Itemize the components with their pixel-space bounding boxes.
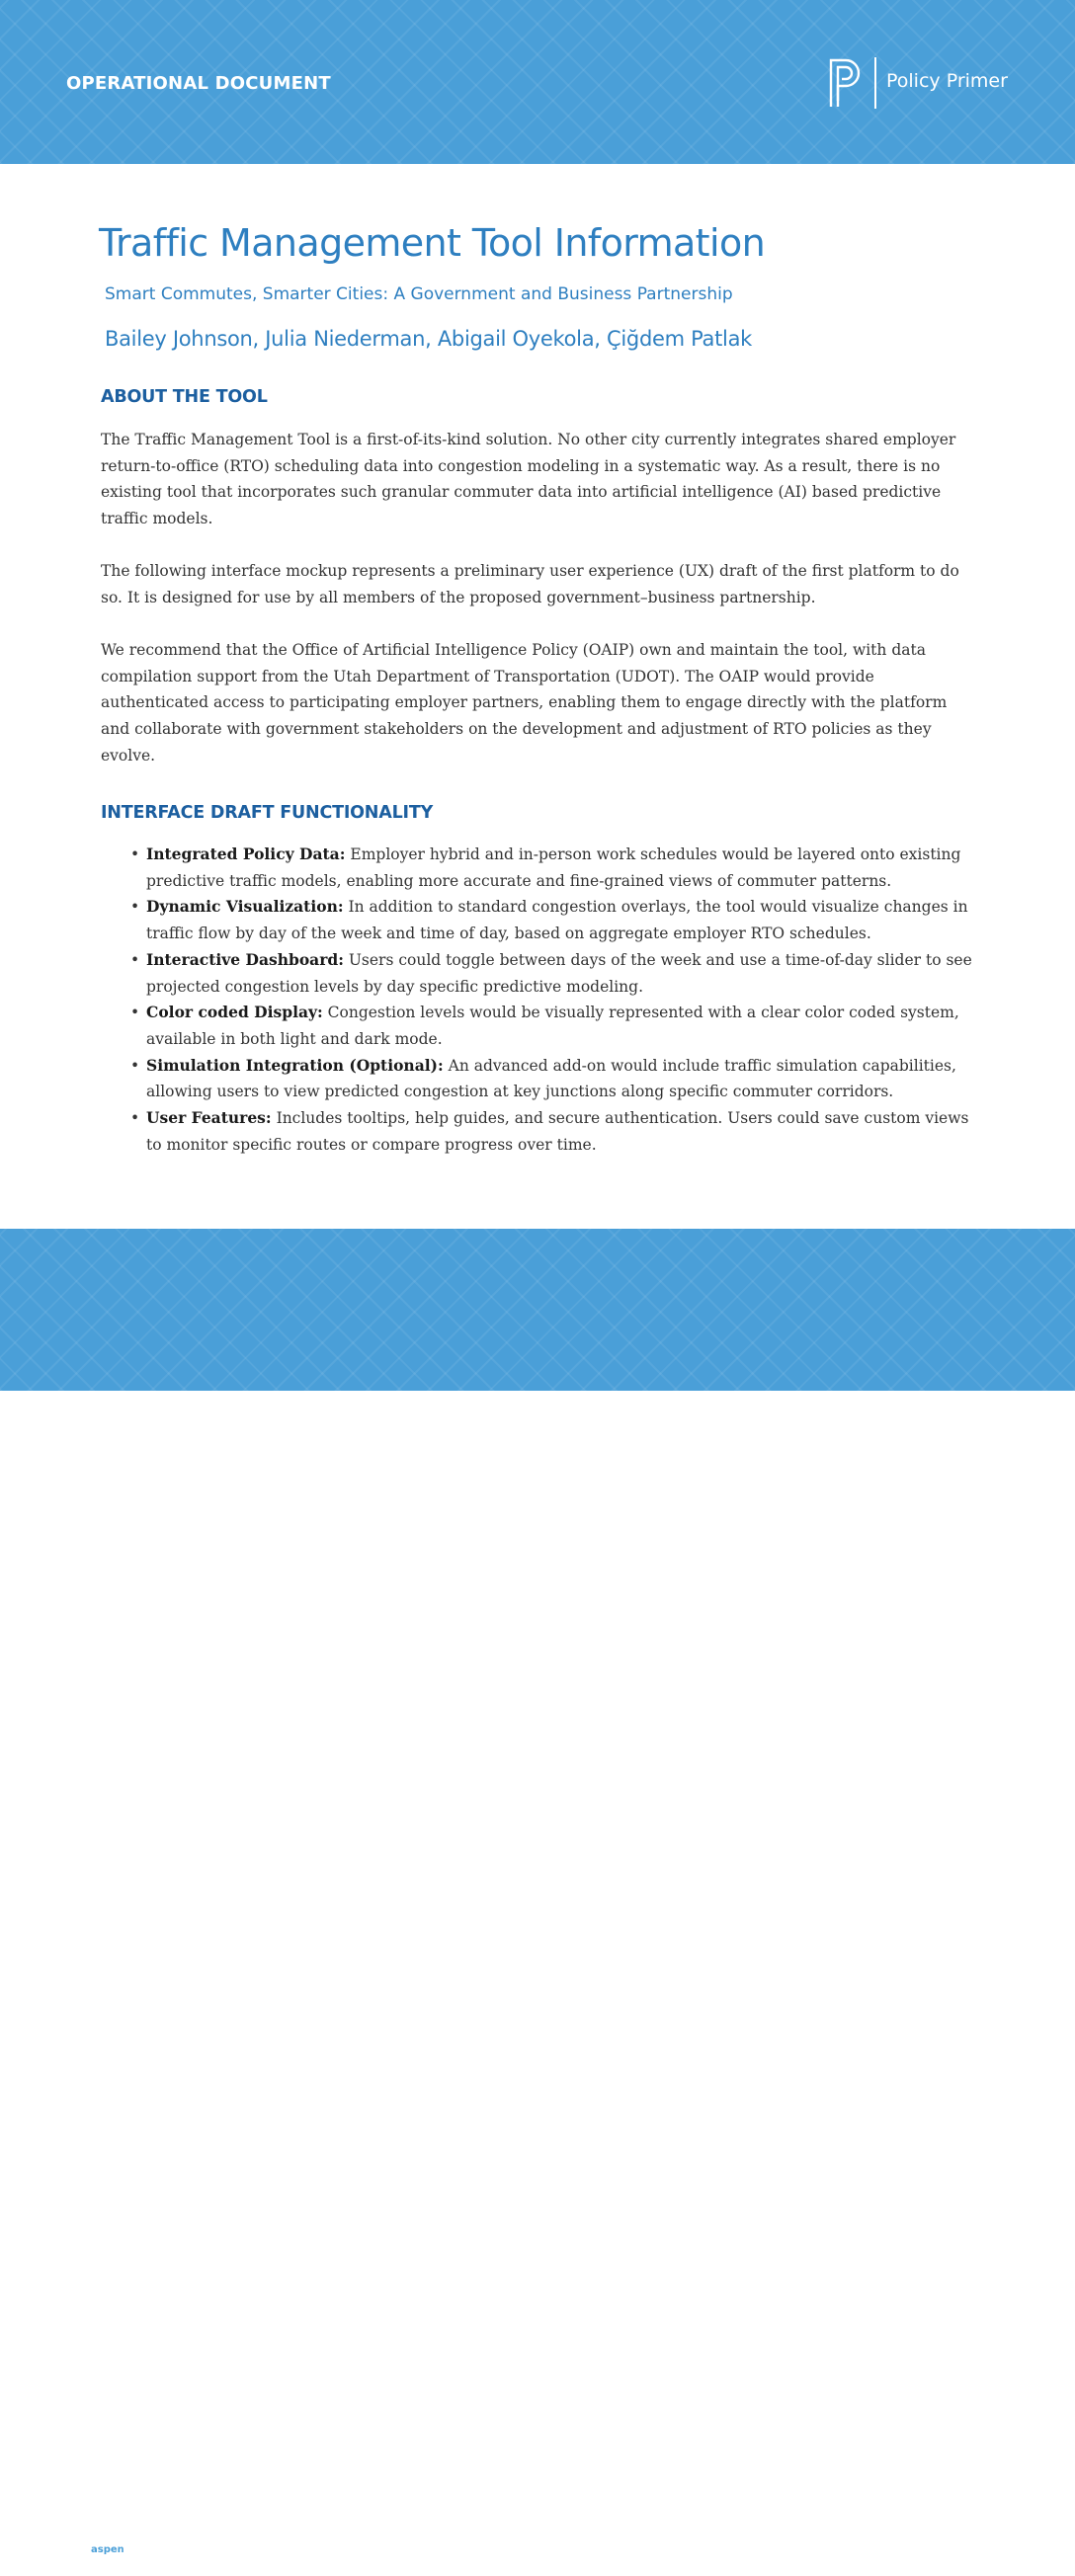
list-item: [128, 1105, 988, 1158]
author-list: Bailey Johnson, Julia Niederman, Abigail Oyekola, Çiğdem Patlak: [105, 327, 753, 351]
page-subtitle: Smart Commutes, Smarter Cities: A Government and Business Partnership: [105, 284, 733, 304]
feature-term: Integrated Policy Data:: [146, 845, 346, 863]
feature-description: Employer hybrid and in-person work schedules would be layered onto existing predictive traffic models, enabling more accurate and fine-grained views of commuter patterns.: [146, 845, 961, 890]
policy-primer-p-icon: [828, 57, 864, 109]
list-item: [128, 842, 988, 894]
feature-term: Color coded Display:: [146, 1003, 323, 1022]
functionality-heading: INTERFACE DRAFT FUNCTIONALITY: [101, 803, 434, 823]
feature-term: Simulation Integration (Optional):: [146, 1055, 444, 1075]
bullet-icon: •: [130, 1109, 140, 1128]
header-band: [0, 0, 1075, 164]
feature-description: In addition to standard congestion overlays, the tool would visualize changes in traffic flow by day of the week and time of day, based on aggregate employer RTO schedules.: [146, 898, 968, 943]
policy-primer-label: Policy Primer: [886, 70, 1008, 92]
feature-description: Users could toggle between days of the week and use a time-of-day slider to see projected congestion levels by day specific predictive modeling.: [146, 950, 972, 996]
logo-divider: [874, 57, 876, 109]
footer-band: [0, 1229, 1075, 2555]
list-item: [128, 1053, 988, 1105]
page-number: 1: [964, 2529, 977, 2549]
document-type-label: OPERATIONAL DOCUMENT: [66, 73, 331, 94]
bullet-icon: •: [130, 1004, 140, 1022]
bullet-icon: •: [130, 950, 140, 969]
list-item: [128, 947, 988, 1000]
about-heading: ABOUT THE TOOL: [101, 387, 268, 407]
feature-description: Congestion levels would be visually represented with a clear color coded system, available in both light and dark mode.: [146, 1004, 959, 1048]
svg-text:institute: institute: [123, 2544, 171, 2555]
list-item: [128, 1000, 988, 1052]
page-title: Traffic Management Tool Information: [99, 221, 766, 265]
bullet-icon: •: [130, 898, 140, 917]
feature-term: User Features:: [146, 1108, 272, 1128]
feature-list: [128, 842, 988, 1158]
feature-description: Includes tooltips, help guides, and secure authentication. Users could save custom views to monitor specific routes or compare progress over time.: [146, 1109, 969, 1154]
bullet-icon: •: [130, 845, 140, 863]
about-paragraph-1: The Traffic Management Tool is a first-of-its-kind solution. No other city currently integrates shared employer return-to-office (RTO) scheduling data into congestion modeling in a systematic way. As a result, there is no existing tool that incorporates such granular commuter data into artificial intelligence (AI) based predictive traffic models.: [101, 431, 956, 528]
list-item: [128, 894, 988, 946]
about-paragraph-2: The following interface mockup represents a preliminary user experience (UX) draft of the first platform to do so. It is designed for use by all members of the proposed government–business partnership.: [101, 562, 959, 606]
feature-description: An advanced add-on would include traffic simulation capabilities, allowing users to view predicted congestion at key junctions along specific commuter corridors.: [146, 1056, 956, 1101]
svg-text:aspen: aspen: [91, 2544, 124, 2555]
bullet-icon: •: [130, 1056, 140, 1075]
aspen-leaf-icon: [87, 2511, 196, 2576]
feature-term: Dynamic Visualization:: [146, 897, 344, 917]
about-paragraph-3: We recommend that the Office of Artificial Intelligence Policy (OAIP) own and maintain the tool, with data compilation support from the Utah Department of Transportation (UDOT). The OAIP would provide authenticated access to participating employer partners, enabling them to engage directly with the platform and collaborate with government stakeholders on the development and adjustment of RTO policies as they evolve.: [101, 641, 948, 765]
feature-term: Interactive Dashboard:: [146, 949, 344, 969]
